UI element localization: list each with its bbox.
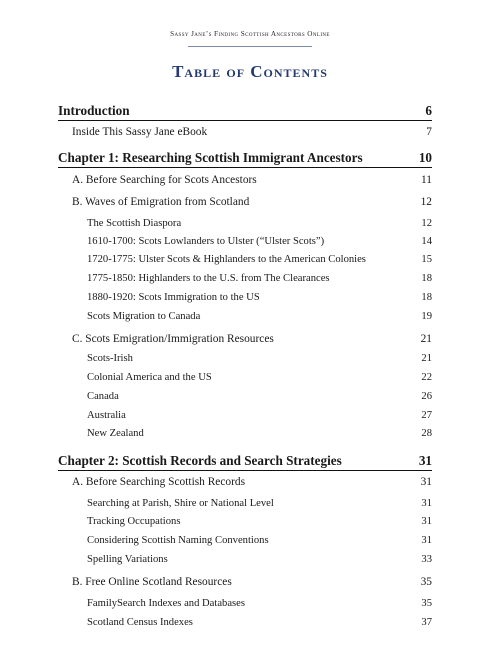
toc-entry-page: 6	[425, 103, 432, 118]
toc-entry-label: 1610-1700: Scots Lowlanders to Ulster (“Ulster Scots”)	[87, 236, 325, 247]
toc-entry[interactable]	[0, 554, 500, 572]
toc-entry[interactable]	[0, 126, 500, 144]
toc-entry-page: 19	[421, 311, 432, 322]
toc-entry-label: Introduction	[58, 103, 130, 118]
toc-entry[interactable]	[0, 453, 500, 471]
toc-entry-page: 18	[421, 292, 432, 303]
toc-entry-label: Inside This Sassy Jane eBook	[72, 126, 208, 138]
toc-entry-page: 18	[421, 273, 432, 284]
toc-entry[interactable]	[0, 598, 500, 616]
toc-entry-label: 1720-1775: Ulster Scots & Highlanders to the American Colonies	[87, 254, 366, 265]
toc-entry[interactable]	[0, 218, 500, 236]
toc-entry-label: A. Before Searching Scottish Records	[72, 476, 246, 488]
toc-entry-label: Chapter 1: Researching Scottish Immigrant Ancestors	[58, 150, 363, 165]
toc-entry-label: Searching at Parish, Shire or National Level	[87, 498, 274, 509]
toc-entry-page: 15	[421, 254, 432, 265]
toc-entry-label: Scots Migration to Canada	[87, 311, 201, 322]
toc-entry[interactable]	[0, 103, 500, 121]
toc-entry-page: 31	[420, 476, 432, 488]
toc-entry-page: 28	[421, 428, 432, 439]
toc-entry[interactable]	[0, 535, 500, 553]
toc-entry-page: 21	[420, 333, 432, 345]
toc-entry-page: 14	[421, 236, 432, 247]
toc-entry[interactable]	[0, 254, 500, 272]
toc-entry-label: Scotland Census Indexes	[87, 617, 193, 628]
toc-entry-page: 37	[421, 617, 432, 628]
toc-entry-page: 12	[420, 196, 432, 208]
toc-entry[interactable]	[0, 353, 500, 371]
toc-entry-page: 10	[418, 150, 432, 165]
toc-entry-label: Tracking Occupations	[87, 516, 181, 527]
toc-entry[interactable]	[0, 236, 500, 254]
toc-entry-label: New Zealand	[87, 428, 144, 439]
toc-entry-page: 31	[421, 535, 432, 546]
page-title: Table of Contents	[172, 62, 328, 81]
toc-entry-page: 21	[421, 353, 432, 364]
toc-entry-label: A. Before Searching for Scots Ancestors	[72, 174, 257, 186]
toc-entry[interactable]	[0, 391, 500, 409]
toc-entry[interactable]	[0, 174, 500, 192]
toc-entry-label: Australia	[87, 410, 126, 421]
toc-entry-label: Canada	[87, 391, 119, 402]
toc-entry-label: B. Free Online Scotland Resources	[72, 576, 232, 588]
toc-entry-page: 22	[421, 372, 432, 383]
toc-entry[interactable]	[0, 617, 500, 635]
toc-entry[interactable]	[0, 196, 500, 214]
toc-entry[interactable]	[0, 333, 500, 351]
toc-entry-page: 7	[426, 126, 432, 138]
toc-entry-label: C. Scots Emigration/Immigration Resources	[72, 333, 274, 345]
running-head: Sassy Jane’s Finding Scottish Ancestors Online	[170, 30, 330, 38]
toc-entry-label: 1880-1920: Scots Immigration to the US	[87, 292, 260, 303]
toc-entry-page: 31	[421, 498, 432, 509]
chapter-underline	[58, 470, 432, 471]
toc-entry[interactable]	[0, 372, 500, 390]
chapter-underline	[58, 167, 432, 168]
toc-entry-label: FamilySearch Indexes and Databases	[87, 598, 245, 609]
toc-entry[interactable]	[0, 498, 500, 516]
toc-entry-label: The Scottish Diaspora	[87, 218, 182, 229]
toc-entry-page: 31	[421, 516, 432, 527]
toc-entry-page: 11	[421, 174, 432, 186]
toc-entry[interactable]	[0, 576, 500, 594]
toc-entry[interactable]	[0, 410, 500, 428]
toc-entry-page: 33	[421, 554, 432, 565]
toc-entry[interactable]	[0, 516, 500, 534]
toc-entry-label: Considering Scottish Naming Conventions	[87, 535, 269, 546]
toc-entry-label: Spelling Variations	[87, 554, 168, 565]
toc-entry-label: 1775-1850: Highlanders to the U.S. from The Clearances	[87, 273, 330, 284]
toc-entry-page: 27	[421, 410, 432, 421]
toc-entry-label: Chapter 2: Scottish Records and Search Strategies	[58, 453, 342, 468]
chapter-underline	[58, 120, 432, 121]
toc-entry-label: Scots-Irish	[87, 353, 133, 364]
toc-entry-page: 12	[421, 218, 432, 229]
toc-entry[interactable]	[0, 311, 500, 329]
toc-entry-label: Colonial America and the US	[87, 372, 212, 383]
toc-entry[interactable]	[0, 476, 500, 494]
toc-entry[interactable]	[0, 150, 500, 168]
toc-entry[interactable]	[0, 292, 500, 310]
toc-entry-page: 31	[418, 453, 432, 468]
toc-entry-label: B. Waves of Emigration from Scotland	[72, 196, 250, 208]
toc-entry-page: 26	[421, 391, 432, 402]
toc-entry[interactable]	[0, 273, 500, 291]
toc-entry-page: 35	[421, 598, 432, 609]
toc-entry[interactable]	[0, 428, 500, 446]
toc-entry-page: 35	[420, 576, 432, 588]
